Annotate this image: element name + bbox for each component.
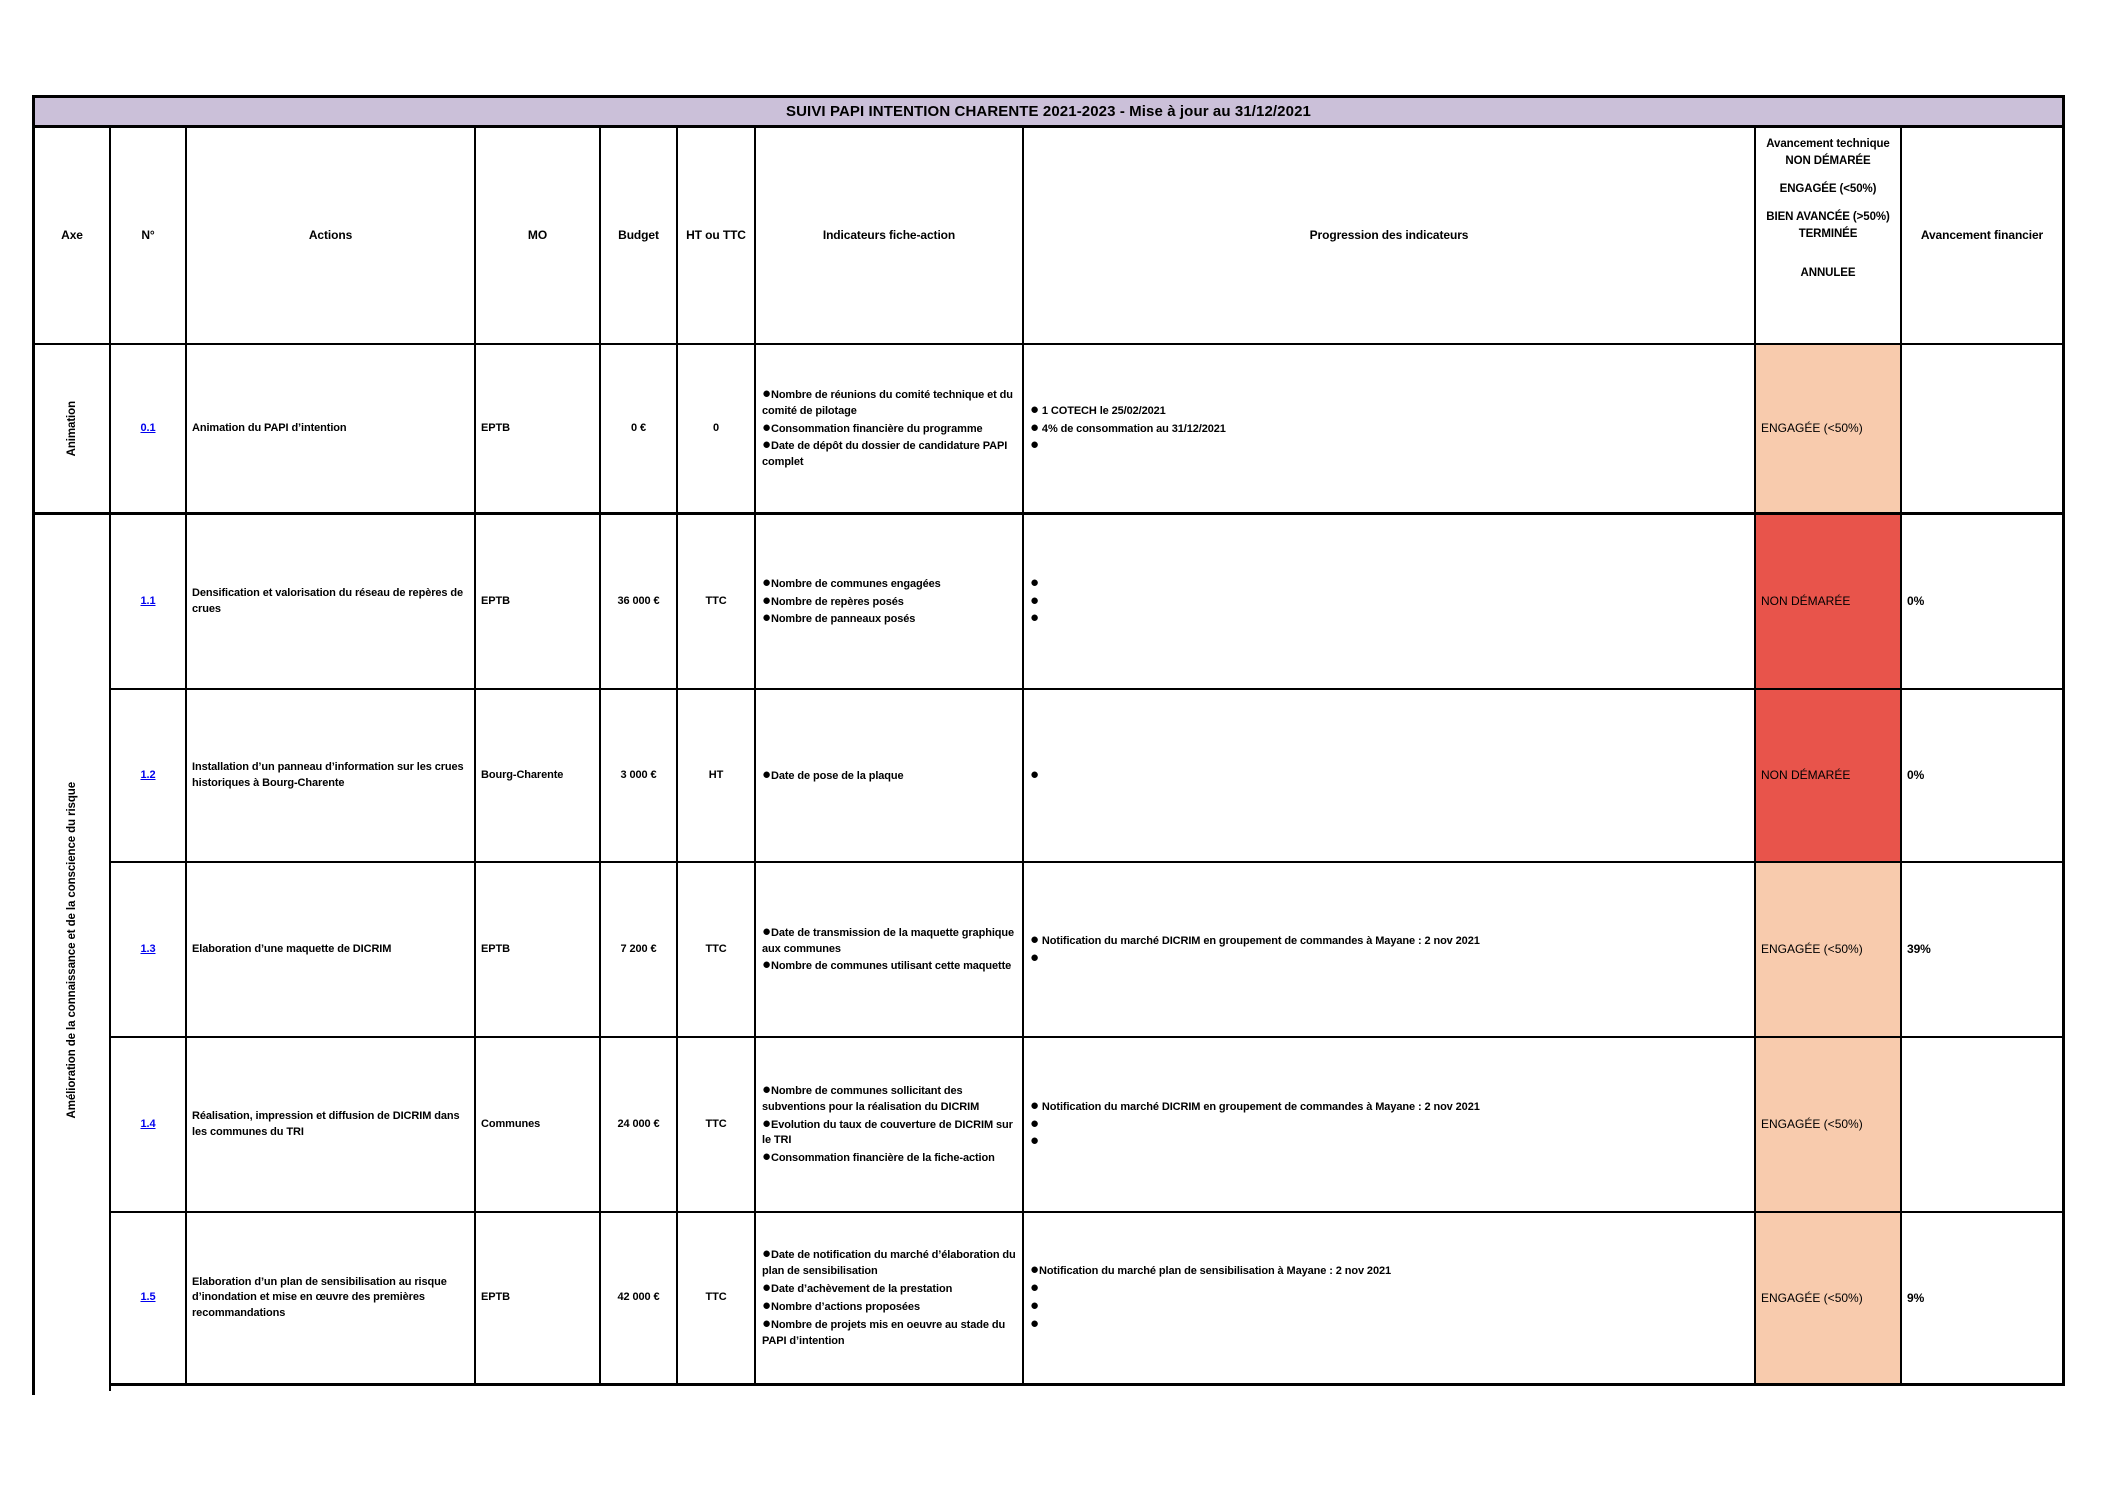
column-header-actions: Actions — [187, 128, 476, 345]
column-header-indicateurs: Indicateurs fiche-action — [756, 128, 1024, 345]
cell-action-1.3: Elaboration d’une maquette de DICRIM — [187, 863, 476, 1038]
bullet-icon: ● — [1030, 930, 1039, 948]
bullet-icon: ● — [1030, 1096, 1039, 1114]
axe-cell-1 — [35, 515, 111, 1386]
bullet-icon: ● — [1030, 765, 1039, 783]
cell-avancement-financier-1.1: 0% — [1902, 515, 2062, 690]
bullet-icon: ● — [1030, 948, 1039, 966]
bullet-line: ●Notification du marché plan de sensibilisation à Mayane : 2 nov 2021 — [1030, 1261, 1391, 1279]
bullet-icon: ● — [1030, 1314, 1039, 1332]
bullet-line — [1030, 767, 1039, 785]
bullet-line — [1030, 1280, 1039, 1298]
column-header-avancement-technique — [1756, 128, 1902, 345]
cell-action-0.1: Animation du PAPI d’intention — [187, 345, 476, 515]
cell-budget-1.5: 42 000 € — [601, 1213, 678, 1386]
bullet-icon: ● — [762, 418, 771, 436]
action-link-1.3[interactable]: 1.3 — [140, 942, 156, 955]
column-header-axe: Axe — [35, 128, 111, 345]
bullet-icon: ● — [1030, 1132, 1039, 1150]
bullet-line: ●Nombre de repères posés — [762, 591, 904, 609]
cell-mo-1.5: EPTB — [476, 1213, 601, 1386]
bullet-icon: ● — [762, 1114, 771, 1132]
bullet-icon: ● — [1030, 1279, 1039, 1297]
cell-progression-1.2 — [1024, 690, 1756, 863]
bullet-line: ● Notification du marché DICRIM en groupement de commandes à Mayane : 2 nov 2021 — [1030, 930, 1480, 948]
axe-cell-cutoff-stub-left — [32, 1386, 35, 1395]
bullet-line — [1030, 593, 1039, 611]
action-link-1.1[interactable]: 1.1 — [140, 594, 156, 607]
bullet-icon: ● — [762, 384, 771, 402]
cell-budget-1.1: 36 000 € — [601, 515, 678, 690]
axe-label: Amélioration de la connaissance et de la conscience du risque — [65, 782, 78, 1119]
bullet-icon: ● — [762, 1148, 771, 1166]
title-bar: SUIVI PAPI INTENTION CHARENTE 2021-2023 - Mise à jour au 31/12/2021 — [35, 98, 2062, 128]
cell-budget-1.3: 7 200 € — [601, 863, 678, 1038]
cell-num-1.4 — [111, 1038, 187, 1213]
axe-label: Animation — [65, 400, 78, 457]
status-cell-1.5: ENGAGÉE (<50%) — [1756, 1213, 1902, 1386]
action-link-0.1[interactable]: 0.1 — [140, 421, 156, 434]
cell-action-1.4: Réalisation, impression et diffusion de DICRIM dans les communes du TRI — [187, 1038, 476, 1213]
cell-progression-0.1 — [1024, 345, 1756, 515]
status-cell-1.1: NON DÉMARÉE — [1756, 515, 1902, 690]
bullet-line — [1030, 575, 1039, 593]
bullet-icon: ● — [762, 1245, 771, 1263]
avancement-technique-header-line: Avancement technique — [1766, 138, 1890, 150]
bullet-line — [1030, 610, 1039, 628]
cell-indicateurs-1.1 — [756, 515, 1024, 690]
avancement-technique-header-line: BIEN AVANCÉE (>50%) — [1766, 211, 1890, 223]
bullet-icon: ● — [762, 922, 771, 940]
bullet-line: ●Date de transmission de la maquette graphique aux communes — [762, 922, 1015, 955]
avancement-technique-header-line: NON DÉMARÉE — [1785, 155, 1871, 167]
action-link-1.2[interactable]: 1.2 — [140, 768, 156, 781]
bullet-line: ●Evolution du taux de couverture de DICRIM sur le TRI — [762, 1114, 1013, 1147]
bullet-icon: ● — [1030, 418, 1039, 436]
axe-cell-cutoff-stub-right — [109, 1386, 111, 1391]
cell-ht-ttc-1.2: HT — [678, 690, 756, 863]
column-header-mo: MO — [476, 128, 601, 345]
action-link-1.5[interactable]: 1.5 — [140, 1291, 156, 1304]
bullet-icon: ● — [762, 956, 771, 974]
bullet-line: ●Nombre d’actions proposées — [762, 1297, 920, 1314]
cell-avancement-financier-1.5: 9% — [1902, 1213, 2062, 1386]
bullet-line — [1030, 1116, 1039, 1134]
cell-action-1.5: Elaboration d’un plan de sensibilisation au risque d’inondation et mise en œuvre des premières recommandations — [187, 1213, 476, 1386]
bullet-icon: ● — [762, 1279, 771, 1297]
action-link-1.4[interactable]: 1.4 — [140, 1117, 156, 1130]
bullet-line: ●Nombre de réunions du comité technique et du comité de pilotage — [762, 384, 1013, 417]
bullet-line — [1030, 1133, 1039, 1151]
cell-ht-ttc-1.5: TTC — [678, 1213, 756, 1386]
cell-indicateurs-1.4 — [756, 1038, 1024, 1213]
bullet-line: ●Nombre de communes sollicitant des subventions pour la réalisation du DICRIM — [762, 1080, 980, 1113]
cell-progression-1.1 — [1024, 515, 1756, 690]
bullet-icon: ● — [1030, 400, 1039, 418]
bullet-icon: ● — [762, 1080, 771, 1098]
bullet-icon: ● — [1030, 436, 1039, 454]
cell-indicateurs-1.3 — [756, 863, 1024, 1038]
column-header-avancement-financier: Avancement financier — [1902, 128, 2062, 345]
bullet-icon: ● — [762, 573, 771, 591]
cell-ht-ttc-0.1: 0 — [678, 345, 756, 515]
cell-indicateurs-0.1 — [756, 345, 1024, 515]
bullet-icon: ● — [762, 765, 771, 783]
bullet-line: ●Nombre de panneaux posés — [762, 609, 916, 627]
avancement-technique-header-line: TERMINÉE — [1798, 228, 1858, 240]
bullet-line: ●Date de notification du marché d’élaboration du plan de sensibilisation — [762, 1245, 1016, 1278]
bullet-line: ●Date d’achèvement de la prestation — [762, 1279, 953, 1297]
bullet-line: ●Nombre de projets mis en oeuvre au stade du PAPI d’intention — [762, 1314, 1006, 1347]
avancement-technique-header-line: ANNULEE — [1800, 267, 1856, 279]
cell-num-1.3 — [111, 863, 187, 1038]
bullet-line: ●Consommation financière de la fiche-action — [762, 1148, 995, 1166]
bullet-line: ●Date de pose de la plaque — [762, 765, 904, 783]
cell-num-1.1 — [111, 515, 187, 690]
cell-mo-1.3: EPTB — [476, 863, 601, 1038]
bullet-icon: ● — [1030, 1297, 1039, 1314]
column-header-ht-ttc: HT ou TTC — [678, 128, 756, 345]
cell-progression-1.5 — [1024, 1213, 1756, 1386]
cell-avancement-financier-1.4 — [1902, 1038, 2062, 1213]
cell-progression-1.3 — [1024, 863, 1756, 1038]
bullet-line: ● 4% de consommation au 31/12/2021 — [1030, 418, 1226, 436]
cell-num-0.1 — [111, 345, 187, 515]
bullet-icon: ● — [762, 436, 771, 454]
cell-avancement-financier-1.2: 0% — [1902, 690, 2062, 863]
status-cell-1.4: ENGAGÉE (<50%) — [1756, 1038, 1902, 1213]
bullet-icon: ● — [762, 591, 771, 609]
column-header-num: N° — [111, 128, 187, 345]
bullet-icon: ● — [762, 1297, 771, 1314]
cell-action-1.1: Densification et valorisation du réseau de repères de crues — [187, 515, 476, 690]
cell-action-1.2: Installation d’un panneau d’information sur les crues historiques à Bourg-Charente — [187, 690, 476, 863]
cell-mo-1.2: Bourg-Charente — [476, 690, 601, 863]
avancement-technique-header-line: ENGAGÉE (<50%) — [1779, 183, 1877, 195]
bullet-line: ●Consommation financière du programme — [762, 418, 983, 436]
column-header-budget: Budget — [601, 128, 678, 345]
status-cell-1.3: ENGAGÉE (<50%) — [1756, 863, 1902, 1038]
bullet-line: ●Nombre de communes engagées — [762, 573, 941, 591]
bullet-icon: ● — [762, 609, 771, 627]
bullet-line: ●Nombre de communes utilisant cette maquette — [762, 956, 1012, 974]
cell-mo-1.4: Communes — [476, 1038, 601, 1213]
bullet-line — [1030, 1316, 1039, 1334]
bullet-icon: ● — [1030, 1261, 1039, 1279]
cell-ht-ttc-1.4: TTC — [678, 1038, 756, 1213]
cell-indicateurs-1.2 — [756, 690, 1024, 863]
status-cell-1.2: NON DÉMARÉE — [1756, 690, 1902, 863]
cell-num-1.5 — [111, 1213, 187, 1386]
cell-avancement-financier-1.3: 39% — [1902, 863, 2062, 1038]
cell-ht-ttc-1.1: TTC — [678, 515, 756, 690]
cell-budget-1.4: 24 000 € — [601, 1038, 678, 1213]
cell-num-1.2 — [111, 690, 187, 863]
bullet-icon: ● — [1030, 591, 1039, 609]
bullet-icon: ● — [1030, 573, 1039, 591]
cell-budget-1.2: 3 000 € — [601, 690, 678, 863]
cell-mo-1.1: EPTB — [476, 515, 601, 690]
bullet-icon: ● — [1030, 1114, 1039, 1132]
bullet-line: ● 1 COTECH le 25/02/2021 — [1030, 400, 1166, 418]
column-header-progression: Progression des indicateurs — [1024, 128, 1756, 345]
table — [32, 95, 2065, 1386]
status-cell-0.1: ENGAGÉE (<50%) — [1756, 345, 1902, 515]
bullet-line — [1030, 437, 1039, 455]
cell-progression-1.4 — [1024, 1038, 1756, 1213]
axe-cell-0 — [35, 345, 111, 515]
cell-ht-ttc-1.3: TTC — [678, 863, 756, 1038]
bullet-line: ● Notification du marché DICRIM en groupement de commandes à Mayane : 2 nov 2021 — [1030, 1096, 1480, 1114]
cell-budget-0.1: 0 € — [601, 345, 678, 515]
bullet-line: ●Date de dépôt du dossier de candidature PAPI complet — [762, 436, 1008, 469]
bullet-line — [1030, 950, 1039, 968]
cell-avancement-financier-0.1 — [1902, 345, 2062, 515]
cell-indicateurs-1.5 — [756, 1213, 1024, 1386]
bullet-icon: ● — [1030, 609, 1039, 627]
bullet-line — [1030, 1298, 1039, 1316]
bullet-icon: ● — [762, 1314, 771, 1332]
cell-mo-0.1: EPTB — [476, 345, 601, 515]
